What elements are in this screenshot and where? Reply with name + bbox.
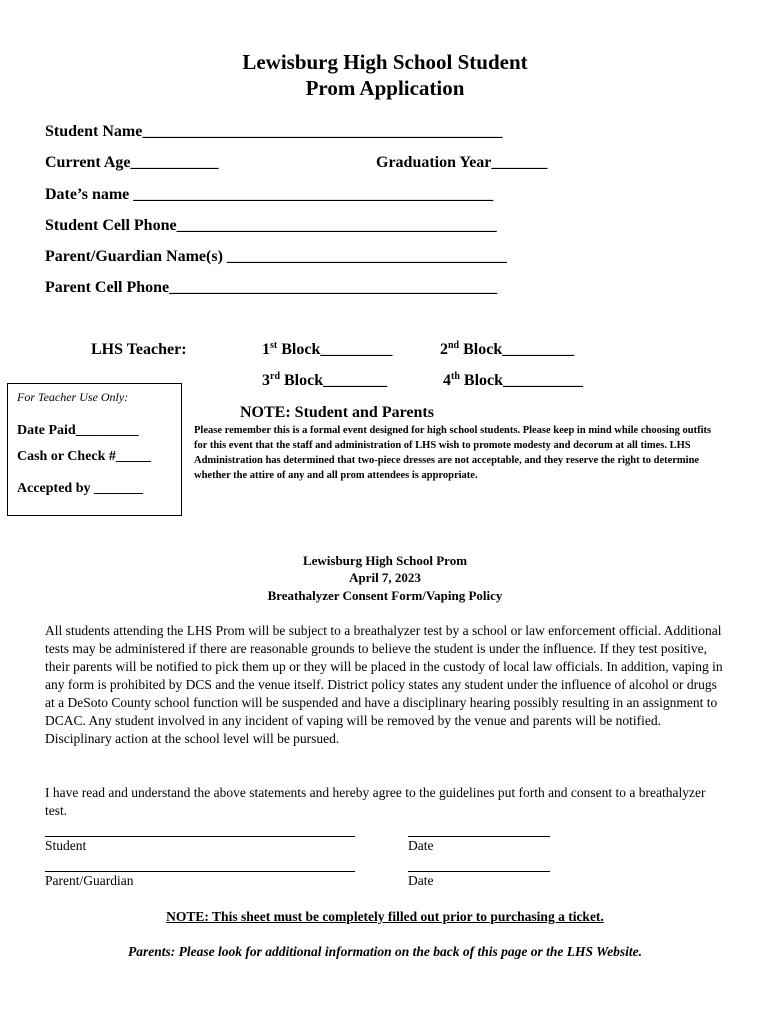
parent-date-label: Date xyxy=(408,873,434,888)
parents-note: Parents: Please look for additional information on the back of this page or the LHS Website. xyxy=(127,944,643,959)
agreement-paragraph: I have read and understand the above statements and hereby agree to the guidelines put forth and consent to a breathalyzer test. xyxy=(45,785,706,818)
block-4-field[interactable]: 4th Block__________ xyxy=(443,371,584,389)
prom-date: April 7, 2023 xyxy=(349,570,421,585)
parent-signature-label: Parent/Guardian xyxy=(45,873,134,888)
note-heading: NOTE: Student and Parents xyxy=(240,404,434,421)
current-age-field[interactable]: Current Age___________ xyxy=(45,154,219,171)
parent-signature-line[interactable] xyxy=(45,871,355,872)
page-subtitle: Prom Application xyxy=(305,76,465,100)
date-paid-field[interactable]: Date Paid_________ xyxy=(17,423,139,438)
lhs-teacher-label: LHS Teacher: xyxy=(91,341,187,358)
student-date-label: Date xyxy=(408,838,434,853)
prom-heading: Lewisburg High School Prom xyxy=(302,553,468,568)
teacher-use-box xyxy=(7,383,182,516)
student-cell-field[interactable]: Student Cell Phone________________________________________ xyxy=(45,217,497,234)
note-body: Please remember this is a formal event designed for high school students. Please keep in mind while choosing outfits for this event that the staff and administration of LHS wish to promote modesty and decorum at all times. LHS Administration has determined that two-piece dresses are not acceptable, and they reserve the right to determine whether the attire of any and all prom attendees is appropriate. xyxy=(194,425,712,481)
student-name-field[interactable]: Student Name_____________________________________________ xyxy=(45,123,503,140)
parent-date-line[interactable] xyxy=(408,871,550,872)
policy-paragraph: All students attending the LHS Prom will be subject to a breathalyzer test by a school or law enforcement official. Additional tests may be administered if there are reasonable grounds to believe the student is under the influence. If they test positive, their parents will be notified to pick them up or they will be placed in the custody of local law officials. In addition, vaping in any form is prohibited by DCS and the venue itself. District policy states any student under the influence of alcohol or drugs at a DeSoto County school function will be suspended and have a disciplinary hearing possibly resulting in an assignment to DCAC. Any student involved in any incident of vaping will be removed by the venue and parents will be notified. Disciplinary action at the school level will be pursued. xyxy=(45,623,723,746)
student-date-line[interactable] xyxy=(408,836,550,837)
accepted-by-field[interactable]: Accepted by _______ xyxy=(17,481,143,496)
consent-form-heading: Breathalyzer Consent Form/Vaping Policy xyxy=(267,588,503,603)
student-signature-label: Student xyxy=(45,838,87,853)
parent-names-field[interactable]: Parent/Guardian Name(s) ___________________________________ xyxy=(45,248,507,265)
block-1-field[interactable]: 1st Block_________ xyxy=(262,340,393,358)
parent-cell-field[interactable]: Parent Cell Phone_________________________________________ xyxy=(45,279,498,296)
page-title: Lewisburg High School Student xyxy=(242,50,528,74)
student-signature-line[interactable] xyxy=(45,836,355,837)
graduation-year-field[interactable]: Graduation Year_______ xyxy=(376,154,548,171)
block-3-field[interactable]: 3rd Block________ xyxy=(262,371,388,389)
dates-name-field[interactable]: Date’s name _____________________________________________ xyxy=(45,186,494,203)
block-2-field[interactable]: 2nd Block_________ xyxy=(440,340,575,358)
teacher-use-label: For Teacher Use Only: xyxy=(17,390,129,404)
ticket-note: NOTE: This sheet must be completely filled out prior to purchasing a ticket. xyxy=(166,909,604,924)
cash-check-field[interactable]: Cash or Check #_____ xyxy=(17,449,151,464)
